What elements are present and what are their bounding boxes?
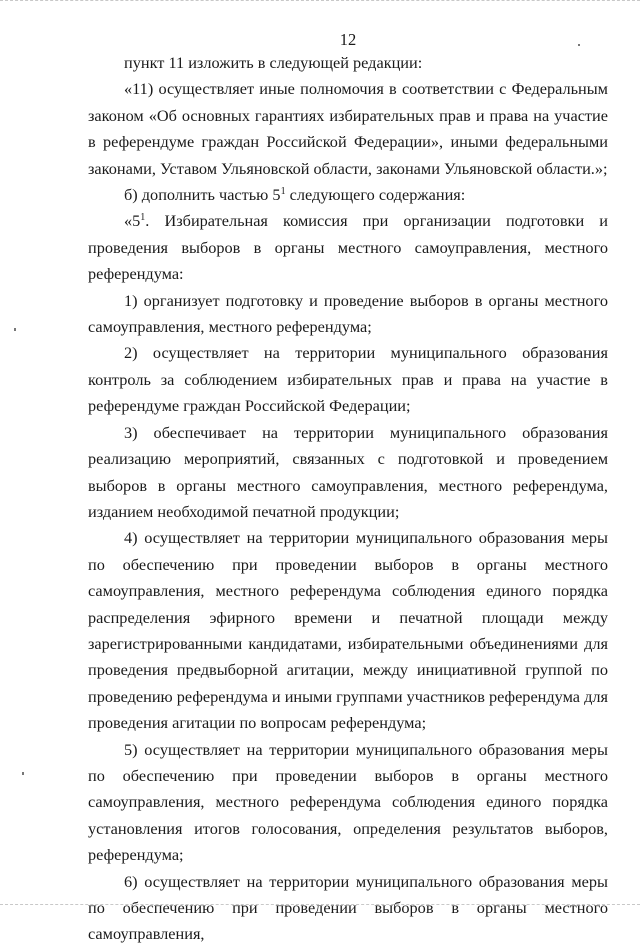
paragraph-item-3: 3) обеспечивает на территории муниципального образования реализацию мероприятий, связанных с подготовкой и проведением выборов в органы местного самоуправления, местного референдума, изданием необходимой печатной продукции; xyxy=(88,422,608,521)
paragraph-item-1: 1) организует подготовку и проведение выборов в органы местного самоуправления, местного референдума; xyxy=(88,290,608,337)
paragraph-add-part-after: следующего содержания: xyxy=(285,185,466,205)
scan-speck xyxy=(14,328,16,331)
scan-edge-bottom xyxy=(0,898,640,905)
document-body xyxy=(88,50,608,948)
superscript: 1 xyxy=(280,186,286,198)
paragraph-item-6: 6) осуществляет на территории муниципального образования меры по обеспечению при проведении выборов в органы местного самоуправления, xyxy=(88,871,608,944)
scan-speck xyxy=(22,772,24,775)
paragraph-item-5: 5) осуществляет на территории муниципального образования меры по обеспечению при проведении выборов в органы местного самоуправления, местного референдума соблюдения единого порядка установления итогов голосования, определения результатов выборов, референдума; xyxy=(88,739,608,865)
superscript: 1 xyxy=(140,212,146,224)
paragraph-item-4: 4) осуществляет на территории муниципального образования меры по обеспечению при проведении выборов в органы местного самоуправления, местного референдума соблюдения единого порядка распределения эфирного времени и печатной площади между зарегистрированными кандидатами, избирательными объединениями для проведения предвыборной агитации, между инициативной группой по проведению референдума и иными группами участников референдума для проведения агитации по вопросам референдума; xyxy=(88,528,608,733)
paragraph-add-part-before: б) дополнить частью 5 xyxy=(124,185,281,205)
paragraph-part-5-1-after: . Избирательная комиссия при организации подготовки и проведения выборов в органы местного самоуправления, местного референдума: xyxy=(88,211,608,284)
page-number: 12 xyxy=(339,30,357,49)
paragraph-part-5-1 xyxy=(88,208,608,287)
paragraph-item-2: 2) осуществляет на территории муниципального образования контроль за соблюдением избирательных прав и права на участие в референдуме граждан Российской Федерации; xyxy=(88,343,608,416)
paragraph-add-part xyxy=(88,182,608,208)
paragraph-intro: пункт 11 изложить в следующей редакции: xyxy=(124,53,423,72)
scan-edge-top xyxy=(0,0,640,7)
paragraph-part-5-1-before: «5 xyxy=(124,211,141,231)
scan-speck xyxy=(578,44,580,46)
paragraph-item-11: «11) осуществляет иные полномочия в соответствии с Федеральным законом «Об основных гарантиях избирательных прав и права на участие в референдуме граждан Российской Федерации», иными федеральными законами, Уставом Ульяновской области, законами Ульяновской области.»; xyxy=(88,79,608,178)
